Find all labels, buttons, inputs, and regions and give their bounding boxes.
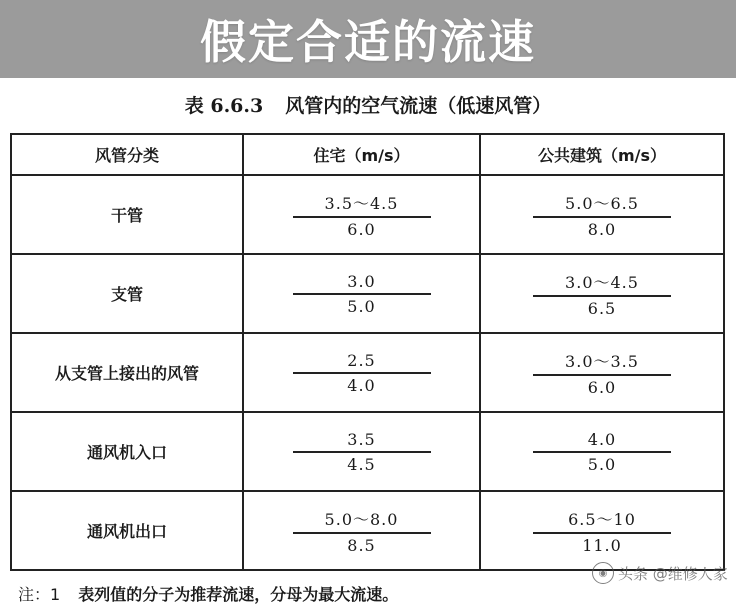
public-cell (480, 254, 724, 333)
max-value: 5.0 (347, 296, 376, 316)
table-number: 表 6.6.3 (184, 95, 264, 117)
row-category: 通风机出口 (11, 491, 243, 570)
header-public: 公共建筑（m/s） (480, 134, 724, 175)
public-cell (480, 412, 724, 491)
row-category: 干管 (11, 175, 243, 254)
row-category: 从支管上接出的风管 (11, 333, 243, 412)
residential-cell (243, 412, 480, 491)
banner-title: 假定合适的流速 (200, 15, 536, 69)
watermark (592, 562, 728, 584)
max-value: 8.0 (587, 219, 617, 239)
recommended-value: 5.0～8.0 (324, 509, 399, 529)
max-value: 4.5 (347, 454, 376, 474)
footnote-lead: 注：1 (18, 585, 61, 604)
table-caption-text: 风管内的空气流速（低速风管） (285, 95, 552, 117)
max-value: 6.0 (347, 219, 376, 239)
public-cell (480, 491, 724, 570)
table-footnote (18, 582, 398, 605)
recommended-value: 3.0～4.5 (565, 272, 639, 292)
recommended-value: 3.0 (347, 271, 376, 291)
recommended-value: 3.5～4.5 (324, 193, 399, 213)
recommended-value: 5.0～6.5 (565, 193, 639, 213)
table-row (11, 254, 724, 333)
table-caption (0, 91, 736, 118)
max-value: 5.0 (587, 454, 617, 474)
table-row (11, 333, 724, 412)
residential-cell (243, 491, 480, 570)
residential-cell (243, 175, 480, 254)
camera-icon: ◉ (592, 562, 614, 584)
header-category: 风管分类 (11, 134, 243, 175)
recommended-value: 2.5 (347, 350, 376, 370)
max-value: 4.0 (347, 375, 376, 395)
title-banner (0, 0, 736, 78)
recommended-value: 3.0～3.5 (565, 351, 639, 371)
residential-cell (243, 333, 480, 412)
table-header-row (11, 134, 724, 175)
max-value: 11.0 (582, 535, 622, 555)
max-value: 6.0 (587, 377, 617, 397)
max-value: 6.5 (587, 298, 617, 318)
footnote-text: 表列值的分子为推荐流速，分母为最大流速。 (78, 585, 399, 604)
public-cell (480, 333, 724, 412)
row-category: 通风机入口 (11, 412, 243, 491)
row-category: 支管 (11, 254, 243, 333)
watermark-text: 头条 @维修人家 (618, 564, 728, 583)
recommended-value: 4.0 (587, 429, 617, 449)
table-row (11, 491, 724, 570)
recommended-value: 3.5 (347, 429, 376, 449)
table-row (11, 412, 724, 491)
airflow-table (10, 133, 725, 571)
header-residential: 住宅（m/s） (243, 134, 480, 175)
residential-cell (243, 254, 480, 333)
public-cell (480, 175, 724, 254)
recommended-value: 6.5～10 (568, 509, 636, 529)
max-value: 8.5 (347, 535, 376, 555)
table-row (11, 175, 724, 254)
